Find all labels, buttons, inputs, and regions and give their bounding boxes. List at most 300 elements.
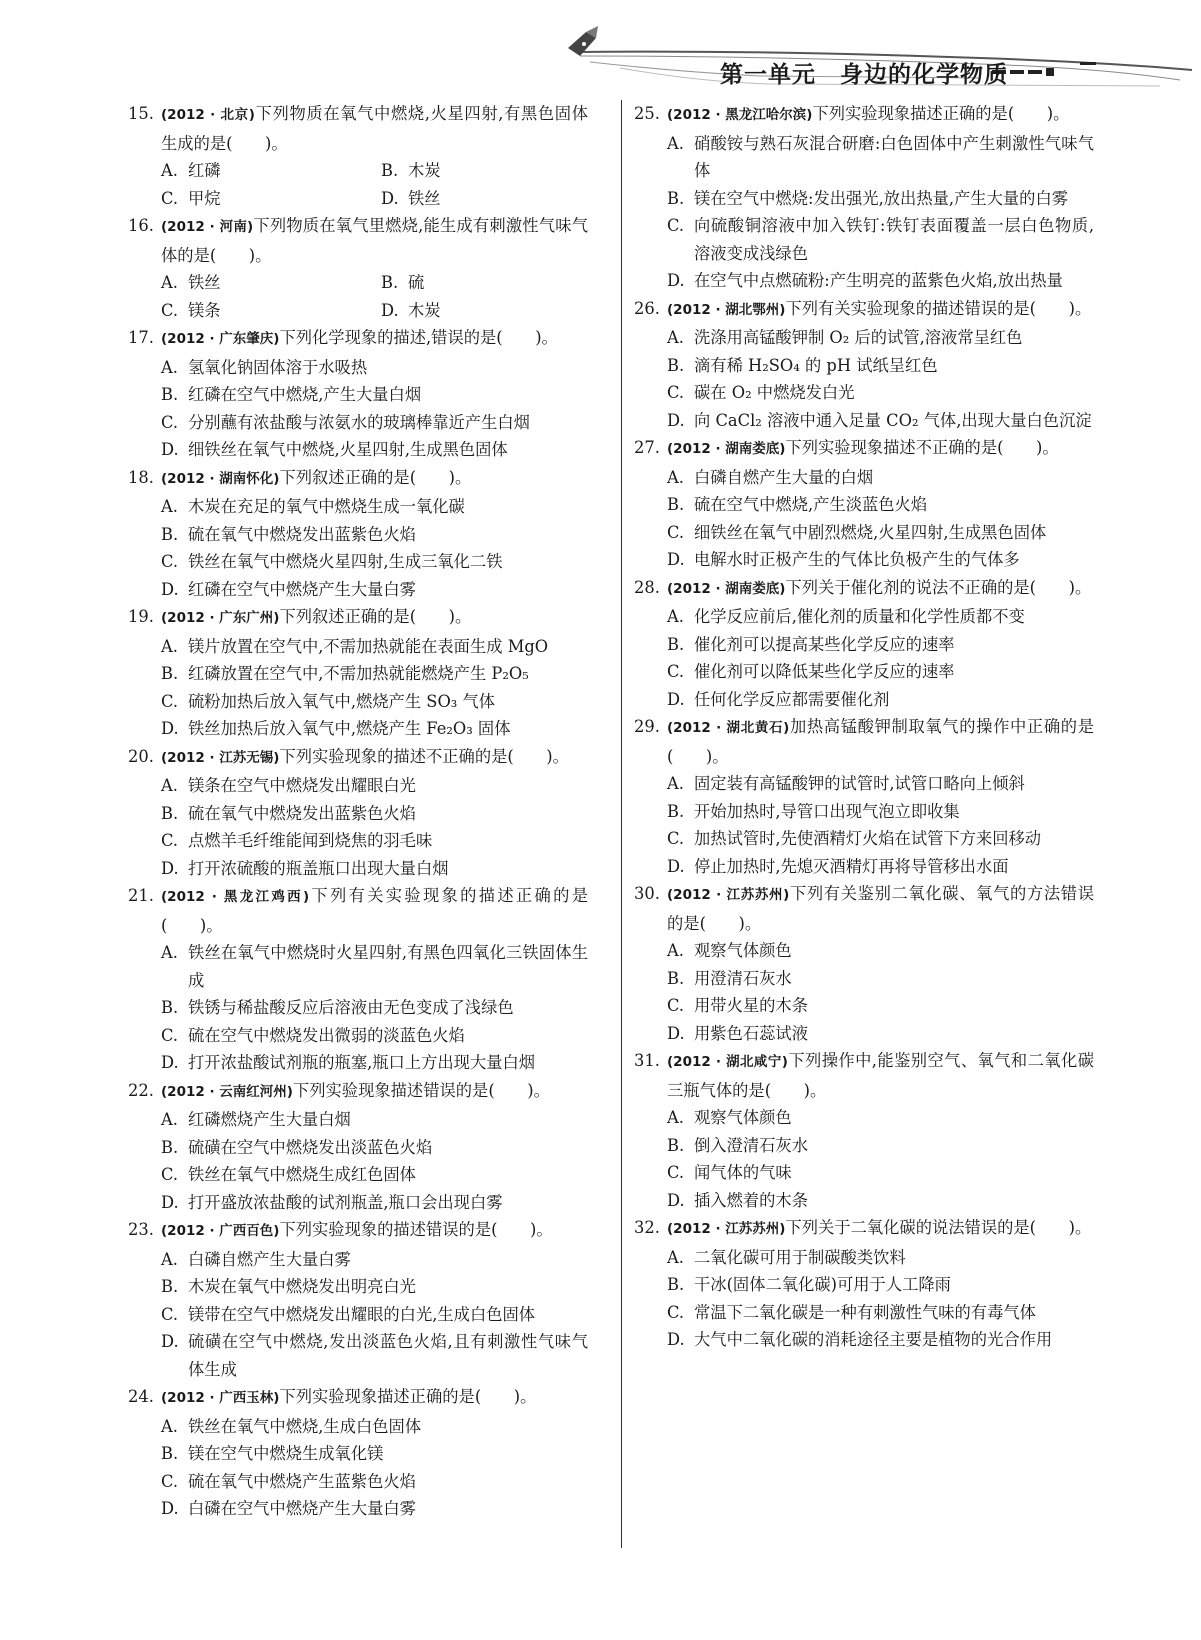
question-number: 19. xyxy=(128,607,154,626)
option-text: 点燃羊毛纤维能闻到烧焦的羽毛味 xyxy=(188,831,433,850)
answer-option xyxy=(667,379,1094,407)
option-label: D. xyxy=(667,856,685,876)
question-prompt: 下列关于二氧化碳的说法错误的是( )。 xyxy=(785,1218,1092,1237)
question-prompt: 下列化学现象的描述,错误的是( )。 xyxy=(279,328,558,347)
option-text: 打开盛放浓盐酸的试剂瓶盖,瓶口会出现白雾 xyxy=(188,1192,503,1212)
option-text: 硫 xyxy=(408,273,425,292)
option-text: 镁在空气中燃烧:发出强光,放出热量,产生大量的白雾 xyxy=(694,188,1069,208)
option-text: 木炭在充足的氧气中燃烧生成一氧化碳 xyxy=(188,497,465,516)
question-prompt: 下列物质在氧气里燃烧,能生成有刺激性气味气体的是( )。 xyxy=(161,216,588,265)
option-list xyxy=(128,633,588,743)
question-number: 18. xyxy=(128,467,154,487)
page-header xyxy=(560,22,1201,92)
answer-option xyxy=(667,1187,1094,1215)
question-item xyxy=(128,324,588,464)
question-prompt: 下列有关实验现象的描述错误的是( )。 xyxy=(785,298,1092,318)
option-list xyxy=(128,269,588,324)
question-text xyxy=(667,713,1094,770)
answer-option xyxy=(161,436,588,464)
answer-option xyxy=(161,157,381,185)
option-label: D. xyxy=(667,689,685,709)
option-label: B. xyxy=(161,998,179,1017)
option-text: 硫粉加热后放入氧气中,燃烧产生 SO₃ 气体 xyxy=(188,691,496,711)
answer-option xyxy=(161,1440,588,1468)
option-text: 洗涤用高锰酸钾制 O₂ 后的试管,溶液常呈红色 xyxy=(694,328,1023,347)
question-prompt: 下列实验现象描述不正确的是( )。 xyxy=(785,438,1059,457)
question-number: 29. xyxy=(634,717,660,736)
answer-option xyxy=(161,1495,588,1523)
option-label: A. xyxy=(667,607,684,626)
answer-option xyxy=(667,1326,1094,1354)
option-text: 白磷自燃产生大量白雾 xyxy=(188,1249,351,1269)
option-text: 向 CaCl₂ 溶液中通入足量 CO₂ 气体,出现大量白色沉淀 xyxy=(694,410,1092,430)
option-label: B. xyxy=(381,161,399,180)
option-list xyxy=(634,130,1094,295)
option-text: 硫在氧气中燃烧发出蓝紫色火焰 xyxy=(188,803,416,823)
answer-option xyxy=(161,1273,588,1301)
answer-option xyxy=(161,354,588,382)
option-list xyxy=(128,157,588,212)
option-text: 红磷在空气中燃烧产生大量白雾 xyxy=(188,579,416,599)
question-number: 28. xyxy=(634,577,660,597)
question-stem xyxy=(634,1214,1094,1244)
option-label: C. xyxy=(667,216,685,235)
question-text xyxy=(161,1383,588,1413)
option-label: D. xyxy=(161,1499,179,1518)
option-label: D. xyxy=(161,440,179,459)
header-title xyxy=(720,56,1008,89)
option-label: A. xyxy=(161,943,178,962)
option-text: 滴有稀 H₂SO₄ 的 pH 试纸呈红色 xyxy=(694,355,938,375)
option-text: 铁丝 xyxy=(408,188,441,208)
answer-option xyxy=(667,631,1094,659)
option-text: 硝酸铵与熟石灰混合研磨:白色固体中产生刺激性气味气体 xyxy=(694,133,1094,180)
question-source: (2012 · 广西百色) xyxy=(161,1223,280,1239)
question-source: (2012 · 湖南娄底) xyxy=(667,441,786,457)
answer-option xyxy=(667,185,1094,213)
answer-option xyxy=(161,381,588,409)
answer-option xyxy=(161,493,588,521)
answer-option xyxy=(667,825,1094,853)
option-label: B. xyxy=(161,524,179,544)
option-label: C. xyxy=(161,1471,179,1491)
question-item xyxy=(634,713,1094,880)
question-source: (2012 · 云南红河州) xyxy=(161,1083,293,1100)
answer-option xyxy=(667,464,1094,492)
question-prompt: 下列有关实验现象的描述正确的是( )。 xyxy=(161,886,588,935)
option-text: 常温下二氧化碳是一种有刺激性气味的有毒气体 xyxy=(694,1302,1036,1322)
answer-option xyxy=(667,686,1094,714)
option-list xyxy=(128,1106,588,1216)
option-label: B. xyxy=(161,664,179,683)
question-source: (2012 · 湖北鄂州) xyxy=(667,301,786,318)
question-stem xyxy=(128,743,588,773)
question-number: 27. xyxy=(634,438,660,457)
option-text: 开始加热时,导管口出现气泡立即收集 xyxy=(694,801,960,821)
question-item xyxy=(128,743,588,883)
answer-option xyxy=(381,185,601,213)
answer-option xyxy=(667,770,1094,798)
question-prompt: 下列实验现象描述错误的是( )。 xyxy=(292,1080,550,1100)
answer-option xyxy=(161,1106,588,1134)
option-text: 任何化学反应都需要催化剂 xyxy=(694,689,890,709)
option-text: 打开浓硫酸的瓶盖瓶口出现大量白烟 xyxy=(188,858,449,878)
option-text: 闻气体的气味 xyxy=(694,1163,792,1182)
option-text: 木炭在氧气中燃烧发出明亮白光 xyxy=(188,1277,416,1296)
option-list xyxy=(634,770,1094,880)
option-text: 甲烷 xyxy=(188,188,221,208)
answer-option xyxy=(667,546,1094,574)
option-label: C. xyxy=(161,1025,179,1045)
option-list xyxy=(634,1104,1094,1214)
answer-option xyxy=(161,548,588,576)
option-label: C. xyxy=(667,1302,685,1322)
option-text: 白磷自燃产生大量的白烟 xyxy=(694,467,874,487)
option-label: C. xyxy=(667,996,685,1015)
option-text: 铁丝加热后放入氧气中,燃烧产生 Fe₂O₃ 固体 xyxy=(188,719,511,738)
option-label: B. xyxy=(667,495,685,514)
header-unit: 第一单元 xyxy=(720,62,816,88)
question-source: (2012 · 湖南怀化) xyxy=(161,470,280,487)
question-source: (2012 · 广东肇庆) xyxy=(161,331,280,347)
question-number: 30. xyxy=(634,884,660,903)
option-text: 红磷 xyxy=(188,161,221,180)
option-list xyxy=(634,1244,1094,1354)
option-label: C. xyxy=(161,412,179,432)
option-label: A. xyxy=(667,774,684,793)
question-stem xyxy=(128,882,588,939)
question-source: (2012 · 江苏无锡) xyxy=(161,749,280,766)
answer-option xyxy=(667,603,1094,631)
option-text: 硫在空气中燃烧发出微弱的淡蓝色火焰 xyxy=(188,1025,465,1045)
answer-option xyxy=(161,1413,588,1441)
option-label: C. xyxy=(161,300,179,320)
option-list xyxy=(128,939,588,1077)
option-text: 固定装有高锰酸钾的试管时,试管口略向上倾斜 xyxy=(694,774,1025,793)
question-source: (2012 · 湖北黄石) xyxy=(667,720,790,736)
question-item xyxy=(128,464,588,604)
option-label: D. xyxy=(667,410,685,430)
option-text: 打开浓盐酸试剂瓶的瓶塞,瓶口上方出现大量白烟 xyxy=(188,1053,536,1072)
option-label: B. xyxy=(161,803,179,823)
option-label: A. xyxy=(161,497,178,516)
option-label: D. xyxy=(667,271,685,290)
answer-option xyxy=(667,798,1094,826)
option-label: D. xyxy=(161,858,179,878)
option-label: C. xyxy=(667,662,685,681)
question-prompt: 下列叙述正确的是( )。 xyxy=(279,467,472,487)
option-label: B. xyxy=(381,273,399,292)
option-text: 镁条在空气中燃烧发出耀眼白光 xyxy=(188,776,416,795)
left-question-column xyxy=(128,100,588,1523)
option-text: 加热试管时,先使酒精灯火焰在试管下方来回移动 xyxy=(694,829,1042,848)
answer-option xyxy=(667,491,1094,519)
option-list xyxy=(634,464,1094,574)
answer-option xyxy=(161,688,588,716)
answer-option xyxy=(161,1189,588,1217)
option-label: D. xyxy=(667,1330,685,1349)
answer-option xyxy=(161,1301,588,1329)
question-source: (2012 · 黑龙江鸡西) xyxy=(161,889,310,905)
option-text: 铁丝 xyxy=(188,273,221,292)
option-label: C. xyxy=(161,552,179,571)
option-label: A. xyxy=(161,1110,178,1129)
question-item xyxy=(634,100,1094,295)
option-label: A. xyxy=(667,1108,684,1127)
question-number: 20. xyxy=(128,746,154,766)
answer-option xyxy=(667,1020,1094,1048)
header-topic: 身边的化学物质 xyxy=(840,62,1008,88)
answer-option xyxy=(667,992,1094,1020)
option-list xyxy=(128,1246,588,1384)
option-text: 干冰(固体二氧化碳)可用于人工降雨 xyxy=(694,1275,951,1294)
option-text: 催化剂可以提高某些化学反应的速率 xyxy=(694,634,955,654)
question-prompt: 下列叙述正确的是( )。 xyxy=(279,607,472,626)
question-text xyxy=(161,1077,588,1107)
answer-option xyxy=(161,1328,588,1383)
question-text xyxy=(667,1214,1094,1244)
option-label: B. xyxy=(667,1275,685,1294)
answer-option xyxy=(381,269,601,297)
answer-option xyxy=(161,297,381,325)
option-label: D. xyxy=(381,300,399,320)
option-text: 铁丝在氧气中燃烧火星四射,生成三氧化二铁 xyxy=(188,552,503,571)
answer-option xyxy=(161,1134,588,1162)
question-prompt: 下列有关鉴别二氧化碳、氧气的方法错误的是( )。 xyxy=(667,884,1094,933)
question-source: (2012 · 黑龙江哈尔滨) xyxy=(667,107,813,123)
option-text: 硫在氧气中燃烧产生蓝紫色火焰 xyxy=(188,1471,416,1491)
option-label: A. xyxy=(161,273,178,292)
question-stem xyxy=(128,1216,588,1246)
question-stem xyxy=(128,603,588,633)
option-text: 用澄清石灰水 xyxy=(694,968,792,988)
option-label: D. xyxy=(161,1332,179,1351)
answer-option xyxy=(161,1022,588,1050)
option-text: 观察气体颜色 xyxy=(694,941,792,960)
question-stem xyxy=(128,212,588,269)
answer-option xyxy=(667,324,1094,352)
question-source: (2012 · 北京) xyxy=(161,107,255,123)
question-item xyxy=(634,1214,1094,1354)
question-number: 22. xyxy=(128,1080,154,1100)
answer-option xyxy=(667,267,1094,295)
question-stem xyxy=(634,434,1094,464)
answer-option xyxy=(667,853,1094,881)
option-list xyxy=(634,603,1094,713)
option-label: C. xyxy=(161,691,179,711)
option-label: C. xyxy=(667,522,685,542)
option-text: 镁带在空气中燃烧发出耀眼的白光,生成白色固体 xyxy=(188,1304,536,1324)
option-text: 硫在氧气中燃烧发出蓝紫色火焰 xyxy=(188,524,416,544)
answer-option xyxy=(381,157,601,185)
option-text: 观察气体颜色 xyxy=(694,1108,792,1127)
option-list xyxy=(128,493,588,603)
option-label: D. xyxy=(161,1053,179,1072)
question-number: 15. xyxy=(128,104,154,123)
answer-option xyxy=(161,827,588,855)
answer-option xyxy=(667,1271,1094,1299)
question-stem xyxy=(128,464,588,494)
answer-option xyxy=(161,660,588,688)
option-label: C. xyxy=(161,1304,179,1324)
option-label: A. xyxy=(161,776,178,795)
answer-option xyxy=(667,1244,1094,1272)
option-label: B. xyxy=(161,1137,179,1157)
question-text xyxy=(161,324,588,354)
option-label: A. xyxy=(161,1249,178,1269)
option-text: 插入燃着的木条 xyxy=(694,1190,808,1210)
option-label: A. xyxy=(667,941,684,960)
option-text: 铁丝在氧气中燃烧生成红色固体 xyxy=(188,1165,416,1184)
answer-option xyxy=(667,519,1094,547)
option-text: 铁丝在氧气中燃烧,生成白色固体 xyxy=(188,1416,422,1436)
answer-option xyxy=(161,1049,588,1077)
option-text: 铁锈与稀盐酸反应后溶液由无色变成了浅绿色 xyxy=(188,998,514,1017)
question-text xyxy=(161,212,588,269)
question-source: (2012 · 江苏苏州) xyxy=(667,1221,786,1237)
answer-option xyxy=(667,1132,1094,1160)
option-label: A. xyxy=(667,467,684,487)
option-text: 用紫色石蕊试液 xyxy=(694,1023,808,1043)
option-text: 细铁丝在氧气中燃烧,火星四射,生成黑色固体 xyxy=(188,440,508,459)
option-text: 大气中二氧化碳的消耗途径主要是植物的光合作用 xyxy=(694,1330,1053,1349)
answer-option xyxy=(161,633,588,661)
question-number: 16. xyxy=(128,216,154,235)
question-prompt: 下列实验现象的描述不正确的是( )。 xyxy=(279,746,569,766)
answer-option xyxy=(161,772,588,800)
option-text: 白磷在空气中燃烧产生大量白雾 xyxy=(188,1499,416,1518)
question-text xyxy=(161,743,588,773)
option-label: B. xyxy=(667,634,685,654)
option-text: 硫磺在空气中燃烧发出淡蓝色火焰 xyxy=(188,1137,433,1157)
option-text: 碳在 O₂ 中燃烧发白光 xyxy=(694,383,855,402)
question-stem xyxy=(128,1077,588,1107)
answer-option xyxy=(381,297,601,325)
option-text: 镁在空气中燃烧生成氧化镁 xyxy=(188,1444,384,1463)
option-list xyxy=(634,937,1094,1047)
option-label: B. xyxy=(667,1135,685,1155)
option-text: 化学反应前后,催化剂的质量和化学性质都不变 xyxy=(694,607,1025,626)
question-prompt: 下列实验现象描述正确的是( )。 xyxy=(812,104,1070,123)
option-text: 铁丝在氧气中燃烧时火星四射,有黑色四氧化三铁固体生成 xyxy=(188,943,588,990)
option-label: A. xyxy=(161,161,178,180)
option-label: B. xyxy=(667,188,685,208)
option-label: C. xyxy=(667,383,685,402)
question-text xyxy=(667,295,1094,325)
question-item xyxy=(128,100,588,212)
question-item xyxy=(128,603,588,743)
option-list xyxy=(128,1413,588,1523)
column-divider xyxy=(621,100,622,1548)
option-label: C. xyxy=(161,188,179,208)
question-text xyxy=(161,882,588,939)
question-stem xyxy=(128,324,588,354)
option-label: A. xyxy=(667,133,684,153)
question-prompt: 下列操作中,能鉴别空气、氧气和二氧化碳三瓶气体的是( )。 xyxy=(667,1051,1094,1100)
option-text: 催化剂可以降低某些化学反应的速率 xyxy=(694,662,955,681)
option-text: 红磷在空气中燃烧,产生大量白烟 xyxy=(188,385,422,404)
option-label: A. xyxy=(161,357,178,377)
question-stem xyxy=(634,100,1094,130)
option-label: A. xyxy=(667,328,684,347)
answer-option xyxy=(667,407,1094,435)
question-text xyxy=(161,1216,588,1246)
question-number: 17. xyxy=(128,328,154,347)
option-label: D. xyxy=(161,579,179,599)
question-source: (2012 · 湖北咸宁) xyxy=(667,1054,788,1070)
question-stem xyxy=(634,713,1094,770)
option-text: 向硫酸铜溶液中加入铁钉:铁钉表面覆盖一层白色物质,溶液变成浅绿色 xyxy=(694,216,1094,263)
question-prompt: 下列实验现象的描述错误的是( )。 xyxy=(279,1220,553,1239)
option-text: 木炭 xyxy=(408,300,441,320)
question-number: 32. xyxy=(634,1218,660,1237)
option-text: 红磷燃烧产生大量白烟 xyxy=(188,1110,351,1129)
answer-option xyxy=(161,576,588,604)
question-number: 23. xyxy=(128,1220,154,1239)
question-number: 24. xyxy=(128,1387,154,1406)
option-label: C. xyxy=(161,1165,179,1184)
question-item xyxy=(128,882,588,1077)
option-label: B. xyxy=(667,968,685,988)
option-label: D. xyxy=(667,1023,685,1043)
option-label: B. xyxy=(667,801,685,821)
question-text xyxy=(667,574,1094,604)
option-label: B. xyxy=(161,1444,179,1463)
question-item xyxy=(634,574,1094,714)
option-text: 停止加热时,先熄灭酒精灯再将导管移出水面 xyxy=(694,856,1009,876)
option-text: 硫在空气中燃烧,产生淡蓝色火焰 xyxy=(694,495,928,514)
question-item xyxy=(128,212,588,324)
answer-option xyxy=(161,521,588,549)
option-text: 电解水时正极产生的气体比负极产生的气体多 xyxy=(694,550,1020,569)
option-text: 二氧化碳可用于制碳酸类饮料 xyxy=(694,1247,906,1267)
answer-option xyxy=(161,1246,588,1274)
option-label: D. xyxy=(161,719,179,738)
option-text: 用带火星的木条 xyxy=(694,996,808,1015)
option-text: 红磷放置在空气中,不需加热就能燃烧产生 P₂O₅ xyxy=(188,664,529,683)
question-number: 21. xyxy=(128,886,154,905)
question-source: (2012 · 江苏苏州) xyxy=(667,887,790,903)
option-label: B. xyxy=(161,385,179,404)
answer-option xyxy=(161,800,588,828)
question-number: 25. xyxy=(634,104,660,123)
answer-option xyxy=(161,1468,588,1496)
question-text xyxy=(161,464,588,494)
question-stem xyxy=(128,100,588,157)
answer-option xyxy=(667,965,1094,993)
answer-option xyxy=(161,185,381,213)
question-source: (2012 · 河南) xyxy=(161,219,254,235)
answer-option xyxy=(161,269,381,297)
option-text: 在空气中点燃硫粉:产生明亮的蓝紫色火焰,放出热量 xyxy=(694,271,1063,290)
question-source: (2012 · 广西玉林) xyxy=(161,1390,280,1406)
question-text xyxy=(667,1047,1094,1104)
answer-option xyxy=(667,130,1094,185)
option-label: A. xyxy=(161,636,178,656)
question-text xyxy=(667,100,1094,130)
answer-option xyxy=(667,1104,1094,1132)
option-label: C. xyxy=(667,1163,685,1182)
option-text: 镁条 xyxy=(188,300,221,320)
answer-option xyxy=(161,409,588,437)
option-label: D. xyxy=(381,188,399,208)
question-item xyxy=(634,1047,1094,1214)
option-label: C. xyxy=(667,829,685,848)
question-item xyxy=(634,295,1094,435)
option-label: A. xyxy=(161,1416,178,1436)
question-item xyxy=(128,1077,588,1217)
question-stem xyxy=(634,1047,1094,1104)
